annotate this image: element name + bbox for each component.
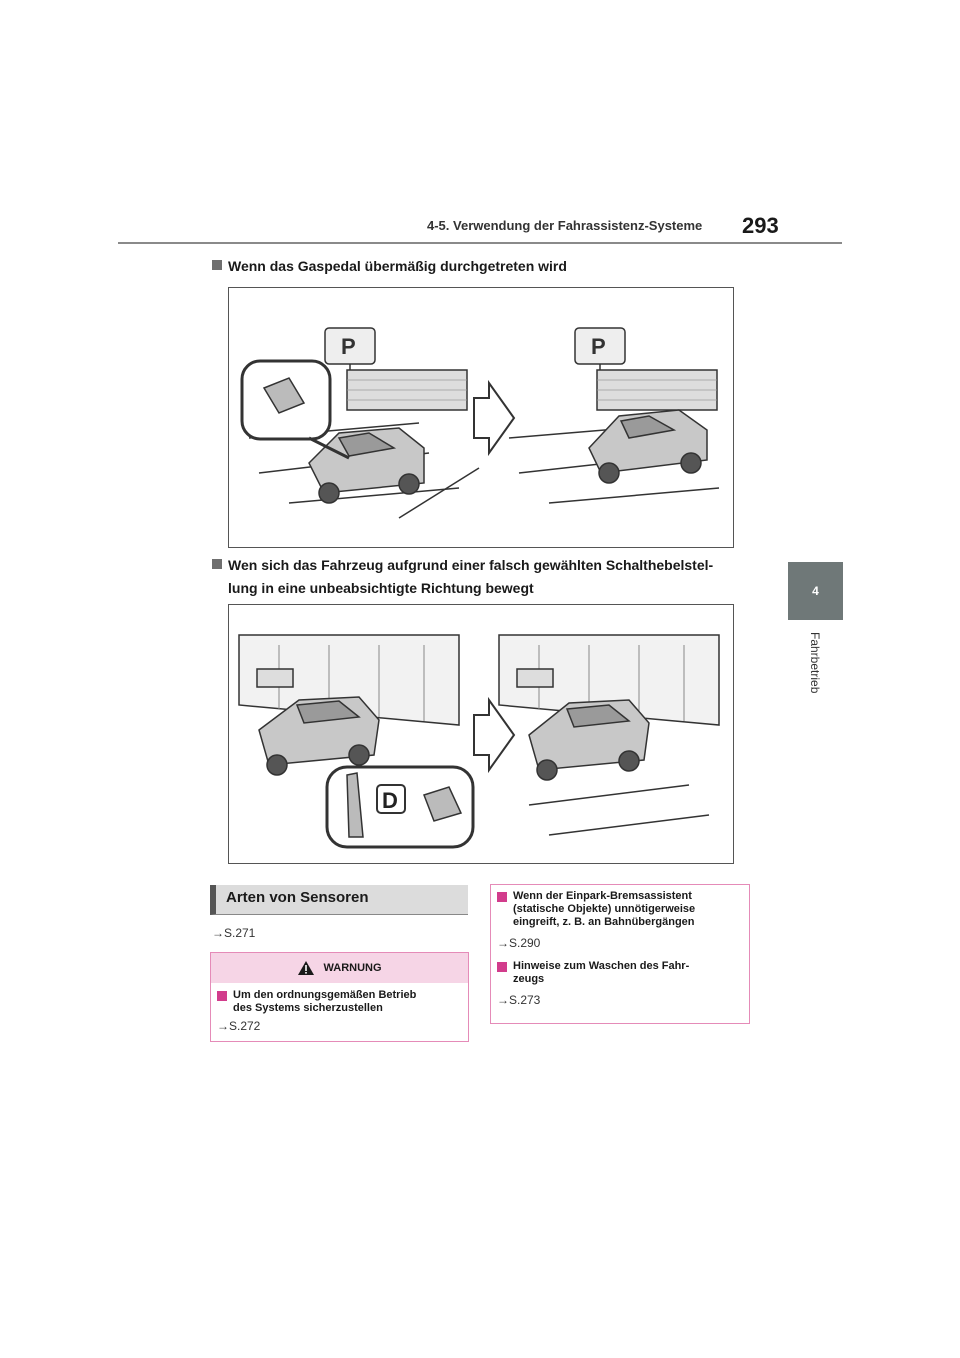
figure-gear-position [228,604,734,864]
sensor-page-ref[interactable]: →S.271 [212,926,256,940]
square-bullet-icon [217,991,227,1001]
chapter-tab[interactable]: 4 [788,562,843,620]
parking-lot-illustration-1 [229,288,733,547]
note-item-car-wash: Hinweise zum Waschen des Fahr- zeugs [497,960,743,986]
square-bullet-icon [497,892,507,902]
svg-text:P: P [341,334,356,359]
figure-gas-pedal [228,287,734,548]
header-divider [118,242,842,244]
square-bullet-icon [497,962,507,972]
warning-triangle-icon [297,960,315,976]
square-bullet-icon [212,559,222,569]
section-title: 4-5. Verwendung der Fahrassistenz-Systeme [427,218,703,233]
store-front-illustration [229,605,733,863]
warning-box [210,952,469,1042]
note-page-ref-273[interactable]: →S.273 [497,993,541,1007]
page-number: 293 [742,213,779,238]
warning-page-ref[interactable]: →S.272 [217,1019,261,1033]
sensor-types-heading: Arten von Sensoren [210,885,468,915]
square-bullet-icon [212,260,222,270]
note-page-ref-290[interactable]: →S.290 [497,936,541,950]
notes-box [490,884,750,1024]
heading-gas-pedal: Wenn das Gaspedal übermäßig durchgetreten wird [212,254,567,278]
heading-gear-position-cont: lung in eine unbeabsichtigte Richtung bewegt [228,580,534,596]
note-item-parking-brake: Wenn der Einpark-Bremsassistent (statische Objekte) unnötigerweise eingreift, z. B. an Bahnübergängen [497,890,743,929]
warning-header: WARNUNG [211,953,468,983]
chapter-label: Fahrbetrieb [808,632,822,694]
svg-text:P: P [591,334,606,359]
heading-gear-position: Wen sich das Fahrzeug aufgrund einer falsch gewählten Schalthebelstel- [212,553,713,577]
gear-letter: D [382,788,398,813]
warning-item: Um den ordnungsgemäßen Betrieb des Systems sicherzustellen [217,989,462,1015]
